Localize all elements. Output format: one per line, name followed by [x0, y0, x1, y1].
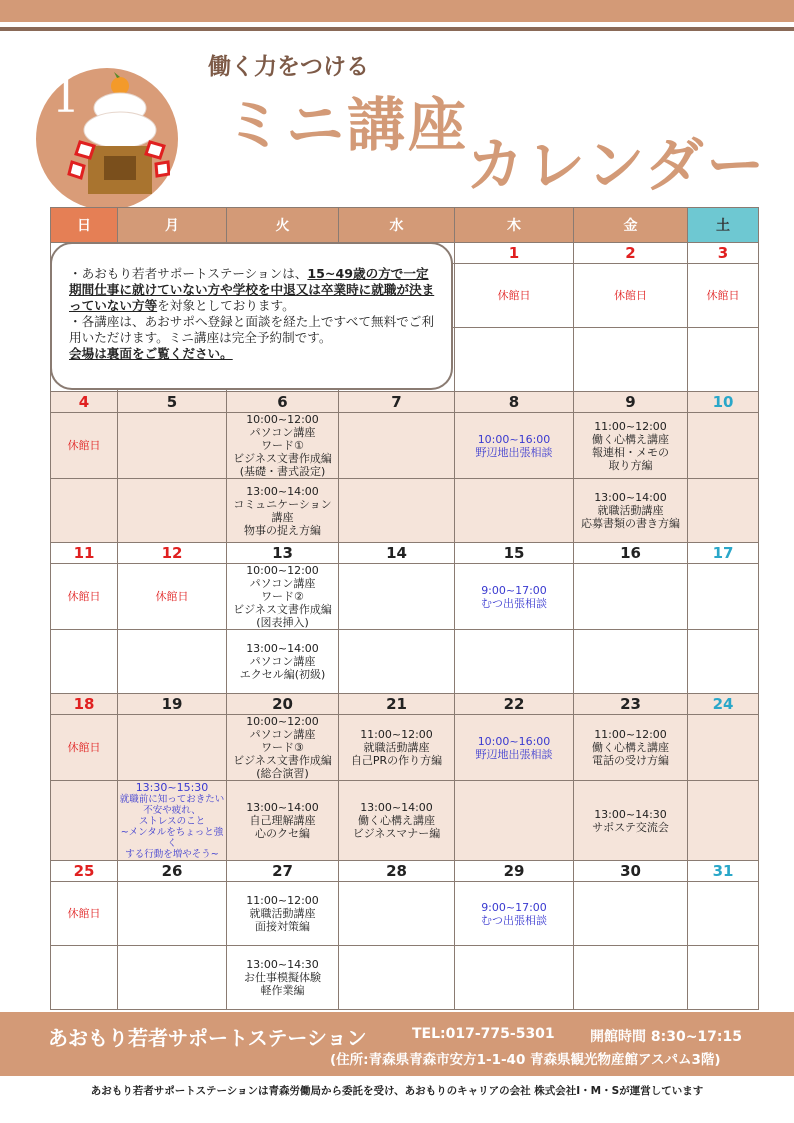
date-cell: 15 [455, 543, 574, 564]
event-cell: 休館日 [51, 882, 118, 946]
date-cell: 8 [455, 392, 574, 413]
date-cell: 18 [51, 694, 118, 715]
date-cell: 6 [227, 392, 339, 413]
page-subtitle: 働く力をつける [208, 54, 369, 80]
date-cell: 9 [574, 392, 688, 413]
event-cell: 13:00~14:00 就職活動講座 応募書類の書き方編 [574, 479, 688, 543]
date-cell: 16 [574, 543, 688, 564]
event-cell [688, 630, 759, 694]
date-cell: 30 [574, 861, 688, 882]
footer-org-name: あおもり若者サポートステーション [48, 1026, 367, 1050]
date-cell: 2 [574, 243, 688, 264]
footer-phone: TEL:017-775-5301 [412, 1026, 555, 1042]
event-cell: 10:00~16:00 野辺地出張相談 [455, 413, 574, 479]
date-cell: 10 [688, 392, 759, 413]
event-cell [339, 946, 455, 1010]
event-cell [118, 946, 227, 1010]
event-cell: 11:00~12:00 就職活動講座 面接対策編 [227, 882, 339, 946]
event-cell: 休館日 [51, 564, 118, 630]
weekday-thu: 木 [455, 208, 574, 243]
date-cell: 20 [227, 694, 339, 715]
event-cell [688, 328, 759, 392]
date-cell: 4 [51, 392, 118, 413]
event-cell [574, 328, 688, 392]
date-cell: 13 [227, 543, 339, 564]
event-cell [51, 781, 118, 861]
event-cell [118, 882, 227, 946]
event-cell: 13:00~14:00 パソコン講座 エクセル編(初級) [227, 630, 339, 694]
event-cell [688, 946, 759, 1010]
event-cell [339, 882, 455, 946]
event-cell: 13:00~14:00 働く心構え講座 ビジネスマナー編 [339, 781, 455, 861]
event-cell: 10:00~12:00 パソコン講座 ワード① ビジネス文書作成編 (基礎・書式設定) [227, 413, 339, 479]
event-cell: 10:00~12:00 パソコン講座 ワード② ビジネス文書作成編 (図表挿入) [227, 564, 339, 630]
event-cell: 10:00~12:00 パソコン講座 ワード③ ビジネス文書作成編 (総合演習) [227, 715, 339, 781]
event-cell: 13:00~14:00 コミュニケーション 講座 物事の捉え方編 [227, 479, 339, 543]
event-cell: 11:00~12:00 就職活動講座 自己PRの作り方編 [339, 715, 455, 781]
event-cell [455, 328, 574, 392]
footer-bar [0, 1012, 794, 1076]
event-cell: 11:00~12:00 働く心構え講座 報連相・メモの 取り方編 [574, 413, 688, 479]
event-cell [574, 564, 688, 630]
weekday-wed: 水 [339, 208, 455, 243]
weekday-fri: 金 [574, 208, 688, 243]
page-title: ミニ講座 [225, 91, 470, 159]
notice-text-1c: を対象としております。 [157, 298, 295, 313]
weekday-tue: 火 [227, 208, 339, 243]
date-cell: 19 [118, 694, 227, 715]
event-cell [574, 946, 688, 1010]
event-cell: 10:00~16:00 野辺地出張相談 [455, 715, 574, 781]
footer-address: (住所:青森県青森市安方1-1-40 青森県観光物産館アスパム3階) [330, 1052, 721, 1068]
footer-hours: 開館時間 8:30~17:15 [590, 1029, 742, 1045]
event-cell [574, 882, 688, 946]
date-cell: 25 [51, 861, 118, 882]
date-cell: 1 [455, 243, 574, 264]
event-cell [688, 413, 759, 479]
event-cell: 9:00~17:00 むつ出張相談 [455, 564, 574, 630]
event-cell: 13:00~14:30 お仕事模擬体験 軽作業編 [227, 946, 339, 1010]
event-cell [455, 479, 574, 543]
event-cell: 11:00~12:00 働く心構え講座 電話の受け方編 [574, 715, 688, 781]
weekday-mon: 月 [118, 208, 227, 243]
event-cell [455, 630, 574, 694]
event-cell [118, 413, 227, 479]
event-cell: 休館日 [688, 264, 759, 328]
event-cell [51, 946, 118, 1010]
notice-target-eligibility: 15~49歳の方で一定期間仕事に就けていない方や学校を中退又は卒業時に就職が決まっていない方等 [69, 266, 435, 313]
date-cell: 31 [688, 861, 759, 882]
date-cell: 22 [455, 694, 574, 715]
event-cell: 休館日 [118, 564, 227, 630]
weekday-sat: 土 [688, 208, 759, 243]
operator-credit: あおもり若者サポートステーションは青森労働局から委託を受け、あおもりのキャリアの会社 株式会社I・M・Sが運営しています [90, 1085, 704, 1097]
event-cell [51, 479, 118, 543]
date-cell: 7 [339, 392, 455, 413]
event-time: 13:30~15:30 [135, 781, 209, 794]
event-description: 就職前に知っておきたい 不安や疲れ、 ストレスのこと ~メンタルをちょっと強く する行動を増やそう~ [119, 794, 225, 860]
event-cell [339, 630, 455, 694]
event-cell: 13:00~14:30 サポステ交流会 [574, 781, 688, 861]
date-cell: 23 [574, 694, 688, 715]
date-cell: 24 [688, 694, 759, 715]
weekday-sun: 日 [51, 208, 118, 243]
event-cell [51, 630, 118, 694]
event-cell: 9:00~17:00 むつ出張相談 [455, 882, 574, 946]
event-cell [688, 479, 759, 543]
notice-text-2: ・各講座は、あおサポへ登録と面談を経た上ですべて無料でご利用いただけます。ミニ講座は完全予約制です。 [69, 314, 434, 345]
top-divider [0, 27, 794, 31]
event-cell [339, 413, 455, 479]
event-cell [688, 882, 759, 946]
notice-text-1a: ・あおもり若者サポートステーションは、 [69, 266, 308, 281]
event-cell [574, 630, 688, 694]
date-cell: 14 [339, 543, 455, 564]
date-cell: 26 [118, 861, 227, 882]
event-cell: 休館日 [51, 413, 118, 479]
date-cell: 3 [688, 243, 759, 264]
event-cell [118, 715, 227, 781]
event-cell [688, 564, 759, 630]
notice-box [50, 242, 453, 390]
date-cell: 5 [118, 392, 227, 413]
top-bar [0, 0, 794, 22]
date-cell: 17 [688, 543, 759, 564]
event-cell-mental-talk [118, 781, 227, 861]
notice-venue-note: 会場は裏面をご覧ください。 [69, 346, 233, 361]
event-cell: 休館日 [51, 715, 118, 781]
event-cell: 13:00~14:00 自己理解講座 心のクセ編 [227, 781, 339, 861]
date-cell: 29 [455, 861, 574, 882]
event-cell [455, 781, 574, 861]
event-cell [118, 479, 227, 543]
event-cell [118, 630, 227, 694]
event-cell [339, 479, 455, 543]
date-cell: 12 [118, 543, 227, 564]
date-cell: 11 [51, 543, 118, 564]
event-cell: 休館日 [574, 264, 688, 328]
date-cell: 21 [339, 694, 455, 715]
page-title-sub: カレンダー [466, 131, 768, 199]
event-cell [339, 564, 455, 630]
date-cell: 27 [227, 861, 339, 882]
date-cell: 28 [339, 861, 455, 882]
event-cell: 休館日 [455, 264, 574, 328]
event-cell [455, 946, 574, 1010]
event-cell [688, 781, 759, 861]
month-numeral: 1 [52, 72, 80, 123]
event-cell [688, 715, 759, 781]
